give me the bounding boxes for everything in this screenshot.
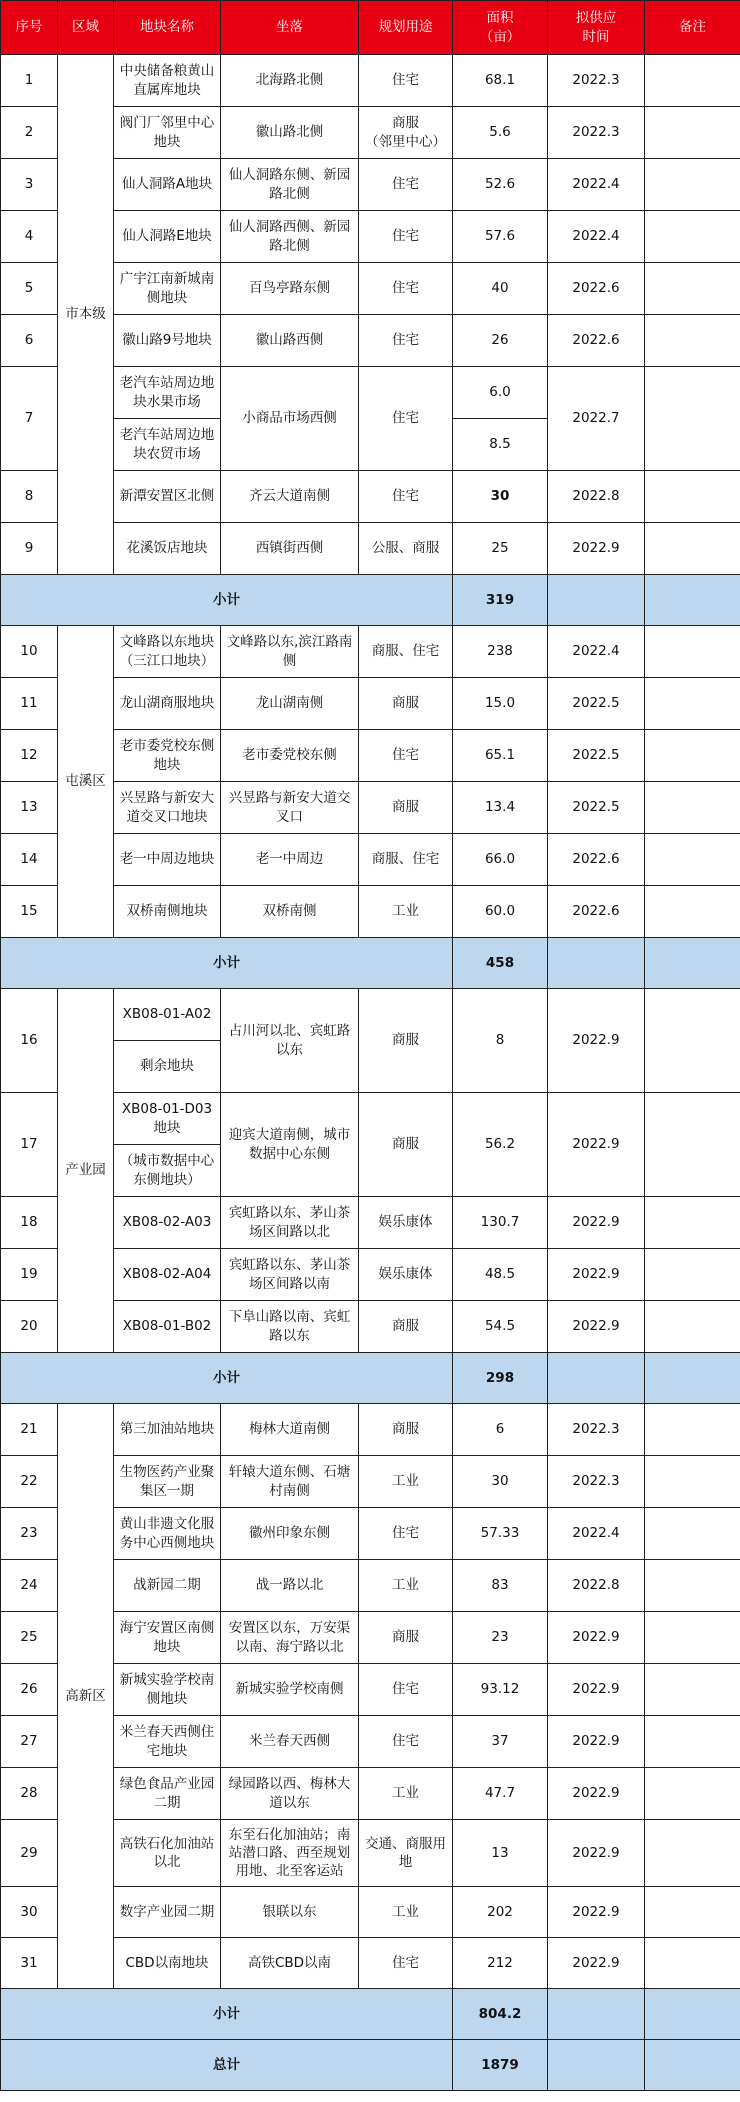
cell-area: 13.4 — [453, 782, 548, 834]
cell-use: 住宅 — [359, 55, 453, 107]
cell-location: 龙山湖南侧 — [221, 678, 359, 730]
cell-name: 文峰路以东地块（三江口地块） — [114, 626, 221, 678]
cell-location: 下阜山路以南、宾虹路以东 — [221, 1301, 359, 1353]
header-remark: 备注 — [645, 1, 740, 55]
cell-use: 住宅 — [359, 263, 453, 315]
cell-name: XB08-01-B02 — [114, 1301, 221, 1353]
cell-name: 老一中周边地块 — [114, 834, 221, 886]
cell-area: 26 — [453, 315, 548, 367]
cell-name: CBD以南地块 — [114, 1938, 221, 1989]
cell-use: 住宅 — [359, 367, 453, 471]
cell-name: 仙人洞路E地块 — [114, 211, 221, 263]
subtotal-empty — [548, 938, 645, 989]
cell-no: 15 — [1, 886, 58, 938]
cell-name: 新潭安置区北侧 — [114, 471, 221, 523]
cell-location: 米兰春天西侧 — [221, 1716, 359, 1768]
subtotal-empty — [548, 1353, 645, 1404]
cell-use: 商服 — [359, 1612, 453, 1664]
cell-no: 18 — [1, 1197, 58, 1249]
cell-remark — [645, 1456, 740, 1508]
cell-use: 娱乐康体 — [359, 1249, 453, 1301]
cell-remark — [645, 107, 740, 159]
subtotal-empty — [645, 1989, 740, 2040]
cell-remark — [645, 1938, 740, 1989]
cell-remark — [645, 1508, 740, 1560]
cell-time: 2022.9 — [548, 1249, 645, 1301]
cell-time: 2022.5 — [548, 730, 645, 782]
cell-no: 2 — [1, 107, 58, 159]
cell-time: 2022.8 — [548, 471, 645, 523]
cell-remark — [645, 678, 740, 730]
cell-time: 2022.9 — [548, 523, 645, 575]
cell-remark — [645, 782, 740, 834]
cell-area: 130.7 — [453, 1197, 548, 1249]
cell-name: 米兰春天西侧住宅地块 — [114, 1716, 221, 1768]
cell-location: 老市委党校东侧 — [221, 730, 359, 782]
cell-use: 商服 — [359, 1093, 453, 1197]
cell-no: 27 — [1, 1716, 58, 1768]
cell-use: 公服、商服 — [359, 523, 453, 575]
cell-time: 2022.3 — [548, 107, 645, 159]
cell-remark — [645, 886, 740, 938]
region-cell: 屯溪区 — [58, 626, 114, 938]
cell-remark — [645, 1197, 740, 1249]
cell-name: 兴昱路与新安大道交叉口地块 — [114, 782, 221, 834]
header-no: 序号 — [1, 1, 58, 55]
cell-name: 战新园二期 — [114, 1560, 221, 1612]
cell-no: 1 — [1, 55, 58, 107]
cell-name: XB08-02-A04 — [114, 1249, 221, 1301]
cell-no: 22 — [1, 1456, 58, 1508]
cell-location: 老一中周边 — [221, 834, 359, 886]
cell-area: 23 — [453, 1612, 548, 1664]
cell-no: 26 — [1, 1664, 58, 1716]
cell-use: 住宅 — [359, 471, 453, 523]
cell-use: 商服 — [359, 1301, 453, 1353]
cell-name: XB08-02-A03 — [114, 1197, 221, 1249]
cell-location: 百鸟亭路东侧 — [221, 263, 359, 315]
cell-time: 2022.4 — [548, 211, 645, 263]
cell-no: 24 — [1, 1560, 58, 1612]
cell-location: 高铁CBD以南 — [221, 1938, 359, 1989]
subtotal-row — [1, 575, 740, 626]
cell-remark — [645, 1716, 740, 1768]
cell-location: 仙人洞路西侧、新园路北侧 — [221, 211, 359, 263]
cell-time: 2022.6 — [548, 315, 645, 367]
subtotal-row — [1, 1353, 740, 1404]
cell-name: 徽山路9号地块 — [114, 315, 221, 367]
subtotal-empty — [548, 575, 645, 626]
cell-area: 48.5 — [453, 1249, 548, 1301]
cell-use: 工业 — [359, 1456, 453, 1508]
cell-use: 工业 — [359, 1887, 453, 1938]
cell-use: 商服 — [359, 989, 453, 1093]
cell-area: 30 — [453, 471, 548, 523]
cell-name: 阀门厂邻里中心地块 — [114, 107, 221, 159]
cell-location: 轩辕大道东侧、石塘村南侧 — [221, 1456, 359, 1508]
cell-time: 2022.9 — [548, 1820, 645, 1887]
cell-remark — [645, 315, 740, 367]
cell-name: 海宁安置区南侧地块 — [114, 1612, 221, 1664]
cell-area: 13 — [453, 1820, 548, 1887]
cell-name: 新城实验学校南侧地块 — [114, 1664, 221, 1716]
cell-no: 9 — [1, 523, 58, 575]
cell-area: 66.0 — [453, 834, 548, 886]
cell-no: 8 — [1, 471, 58, 523]
subtotal-empty — [548, 1989, 645, 2040]
cell-no: 31 — [1, 1938, 58, 1989]
table-row — [1, 626, 740, 678]
cell-use: 住宅 — [359, 315, 453, 367]
cell-use: 住宅 — [359, 1716, 453, 1768]
cell-no: 3 — [1, 159, 58, 211]
cell-name: 龙山湖商服地块 — [114, 678, 221, 730]
cell-location: 北海路北侧 — [221, 55, 359, 107]
cell-remark — [645, 471, 740, 523]
cell-location: 宾虹路以东、茅山茶场区间路以北 — [221, 1197, 359, 1249]
cell-time: 2022.9 — [548, 1197, 645, 1249]
cell-time: 2022.9 — [548, 1612, 645, 1664]
cell-name: XB08-01-A02 — [114, 989, 221, 1041]
cell-no: 19 — [1, 1249, 58, 1301]
cell-area: 60.0 — [453, 886, 548, 938]
cell-area: 15.0 — [453, 678, 548, 730]
cell-area: 56.2 — [453, 1093, 548, 1197]
cell-no: 14 — [1, 834, 58, 886]
cell-use: 商服 — [359, 782, 453, 834]
cell-location: 仙人洞路东侧、新园路北侧 — [221, 159, 359, 211]
cell-location: 文峰路以东,滨江路南侧 — [221, 626, 359, 678]
cell-location: 安置区以东，万安渠以南、海宁路以北 — [221, 1612, 359, 1664]
cell-use: 商服、住宅 — [359, 626, 453, 678]
cell-no: 16 — [1, 989, 58, 1093]
cell-time: 2022.3 — [548, 55, 645, 107]
cell-time: 2022.6 — [548, 834, 645, 886]
cell-no: 7 — [1, 367, 58, 471]
cell-name: XB08-01-D03地块 — [114, 1093, 221, 1145]
cell-area: 25 — [453, 523, 548, 575]
cell-location: 徽山路北侧 — [221, 107, 359, 159]
cell-time: 2022.3 — [548, 1456, 645, 1508]
cell-time: 2022.4 — [548, 1508, 645, 1560]
subtotal-value: 804.2 — [453, 1989, 548, 2040]
cell-location: 东至石化加油站；南站潜口路、西至规划用地、北至客运站 — [221, 1820, 359, 1887]
cell-remark — [645, 1768, 740, 1820]
total-empty — [645, 2040, 740, 2091]
cell-use: 住宅 — [359, 730, 453, 782]
cell-remark — [645, 1887, 740, 1938]
cell-time: 2022.9 — [548, 989, 645, 1093]
cell-location: 战一路以北 — [221, 1560, 359, 1612]
cell-area: 5.6 — [453, 107, 548, 159]
cell-time: 2022.9 — [548, 1093, 645, 1197]
cell-remark — [645, 159, 740, 211]
cell-use: 住宅 — [359, 211, 453, 263]
cell-remark — [645, 1664, 740, 1716]
header-region: 区域 — [58, 1, 114, 55]
cell-area: 212 — [453, 1938, 548, 1989]
subtotal-empty — [645, 1353, 740, 1404]
cell-remark — [645, 367, 740, 471]
cell-location: 银联以东 — [221, 1887, 359, 1938]
cell-remark — [645, 1612, 740, 1664]
cell-name: 双桥南侧地块 — [114, 886, 221, 938]
cell-area: 6.0 — [453, 367, 548, 419]
cell-no: 11 — [1, 678, 58, 730]
cell-location: 占川河以北、宾虹路以东 — [221, 989, 359, 1093]
cell-no: 17 — [1, 1093, 58, 1197]
cell-area: 238 — [453, 626, 548, 678]
cell-use: 住宅 — [359, 1664, 453, 1716]
total-row — [1, 2040, 740, 2091]
cell-name: 仙人洞路A地块 — [114, 159, 221, 211]
cell-area: 8.5 — [453, 419, 548, 471]
subtotal-label: 小计 — [1, 1353, 453, 1404]
cell-no: 30 — [1, 1887, 58, 1938]
subtotal-empty — [645, 575, 740, 626]
cell-area: 30 — [453, 1456, 548, 1508]
cell-use: 住宅 — [359, 159, 453, 211]
cell-use: 商服 （邻里中心） — [359, 107, 453, 159]
cell-use: 工业 — [359, 886, 453, 938]
cell-name: 花溪饭店地块 — [114, 523, 221, 575]
cell-name: 老汽车站周边地块水果市场 — [114, 367, 221, 419]
cell-use: 交通、商服用地 — [359, 1820, 453, 1887]
cell-remark — [645, 55, 740, 107]
cell-no: 13 — [1, 782, 58, 834]
cell-name: 第三加油站地块 — [114, 1404, 221, 1456]
cell-name: 老汽车站周边地块农贸市场 — [114, 419, 221, 471]
subtotal-value: 458 — [453, 938, 548, 989]
cell-name: 剩余地块 — [114, 1041, 221, 1093]
cell-no: 20 — [1, 1301, 58, 1353]
header-location: 坐落 — [221, 1, 359, 55]
cell-location: 宾虹路以东、茅山茶场区间路以南 — [221, 1249, 359, 1301]
region-cell: 市本级 — [58, 55, 114, 575]
cell-name: 广宇江南新城南侧地块 — [114, 263, 221, 315]
cell-time: 2022.5 — [548, 678, 645, 730]
total-empty — [548, 2040, 645, 2091]
cell-time: 2022.4 — [548, 626, 645, 678]
cell-time: 2022.9 — [548, 1716, 645, 1768]
cell-remark — [645, 989, 740, 1093]
subtotal-label: 小计 — [1, 1989, 453, 2040]
subtotal-empty — [645, 938, 740, 989]
cell-remark — [645, 1249, 740, 1301]
subtotal-row — [1, 1989, 740, 2040]
cell-area: 68.1 — [453, 55, 548, 107]
cell-name: 高铁石化加油站以北 — [114, 1820, 221, 1887]
cell-area: 52.6 — [453, 159, 548, 211]
cell-area: 6 — [453, 1404, 548, 1456]
cell-no: 5 — [1, 263, 58, 315]
cell-area: 37 — [453, 1716, 548, 1768]
cell-time: 2022.9 — [548, 1887, 645, 1938]
cell-location: 梅林大道南侧 — [221, 1404, 359, 1456]
cell-no: 10 — [1, 626, 58, 678]
cell-name: 老市委党校东侧地块 — [114, 730, 221, 782]
cell-remark — [645, 523, 740, 575]
cell-name: 绿色食品产业园二期 — [114, 1768, 221, 1820]
cell-time: 2022.9 — [548, 1938, 645, 1989]
cell-location: 迎宾大道南侧，城市数据中心东侧 — [221, 1093, 359, 1197]
cell-area: 65.1 — [453, 730, 548, 782]
cell-name: 生物医药产业聚集区一期 — [114, 1456, 221, 1508]
table-row — [1, 55, 740, 107]
cell-area: 8 — [453, 989, 548, 1093]
cell-remark — [645, 263, 740, 315]
cell-name: （城市数据中心东侧地块） — [114, 1145, 221, 1197]
cell-time: 2022.9 — [548, 1664, 645, 1716]
cell-area: 93.12 — [453, 1664, 548, 1716]
cell-location: 徽州印象东侧 — [221, 1508, 359, 1560]
cell-remark — [645, 1093, 740, 1197]
cell-location: 小商品市场西侧 — [221, 367, 359, 471]
cell-use: 住宅 — [359, 1508, 453, 1560]
cell-remark — [645, 1560, 740, 1612]
cell-location: 双桥南侧 — [221, 886, 359, 938]
table-row — [1, 1404, 740, 1456]
cell-name: 数字产业园二期 — [114, 1887, 221, 1938]
cell-time: 2022.7 — [548, 367, 645, 471]
cell-no: 28 — [1, 1768, 58, 1820]
cell-location: 兴昱路与新安大道交叉口 — [221, 782, 359, 834]
subtotal-row — [1, 938, 740, 989]
cell-no: 21 — [1, 1404, 58, 1456]
cell-location: 新城实验学校南侧 — [221, 1664, 359, 1716]
cell-time: 2022.3 — [548, 1404, 645, 1456]
cell-no: 12 — [1, 730, 58, 782]
cell-use: 商服 — [359, 1404, 453, 1456]
cell-remark — [645, 1820, 740, 1887]
region-cell: 产业园 — [58, 989, 114, 1353]
subtotal-value: 319 — [453, 575, 548, 626]
region-cell: 高新区 — [58, 1404, 114, 1989]
cell-location: 绿园路以西、梅林大道以东 — [221, 1768, 359, 1820]
table-row — [1, 989, 740, 1041]
cell-name: 中央储备粮黄山直属库地块 — [114, 55, 221, 107]
cell-no: 4 — [1, 211, 58, 263]
total-value: 1879 — [453, 2040, 548, 2091]
cell-location: 徽山路西侧 — [221, 315, 359, 367]
cell-remark — [645, 730, 740, 782]
cell-time: 2022.9 — [548, 1768, 645, 1820]
cell-time: 2022.6 — [548, 886, 645, 938]
header-time: 拟供应 时间 — [548, 1, 645, 55]
cell-time: 2022.5 — [548, 782, 645, 834]
header-area: 面积 （亩） — [453, 1, 548, 55]
cell-area: 202 — [453, 1887, 548, 1938]
cell-remark — [645, 626, 740, 678]
subtotal-label: 小计 — [1, 938, 453, 989]
cell-use: 商服、住宅 — [359, 834, 453, 886]
cell-use: 商服 — [359, 678, 453, 730]
header-row — [1, 1, 740, 55]
cell-area: 47.7 — [453, 1768, 548, 1820]
cell-remark — [645, 1301, 740, 1353]
header-name: 地块名称 — [114, 1, 221, 55]
total-label: 总计 — [1, 2040, 453, 2091]
cell-use: 工业 — [359, 1560, 453, 1612]
cell-time: 2022.8 — [548, 1560, 645, 1612]
cell-location: 西镇街西侧 — [221, 523, 359, 575]
subtotal-value: 298 — [453, 1353, 548, 1404]
cell-remark — [645, 1404, 740, 1456]
cell-use: 工业 — [359, 1768, 453, 1820]
cell-remark — [645, 834, 740, 886]
cell-no: 25 — [1, 1612, 58, 1664]
cell-area: 57.6 — [453, 211, 548, 263]
cell-time: 2022.4 — [548, 159, 645, 211]
cell-no: 29 — [1, 1820, 58, 1887]
cell-location: 齐云大道南侧 — [221, 471, 359, 523]
cell-time: 2022.6 — [548, 263, 645, 315]
cell-time: 2022.9 — [548, 1301, 645, 1353]
subtotal-label: 小计 — [1, 575, 453, 626]
header-use: 规划用途 — [359, 1, 453, 55]
cell-area: 57.33 — [453, 1508, 548, 1560]
cell-use: 娱乐康体 — [359, 1197, 453, 1249]
cell-area: 54.5 — [453, 1301, 548, 1353]
cell-no: 6 — [1, 315, 58, 367]
cell-use: 住宅 — [359, 1938, 453, 1989]
cell-remark — [645, 211, 740, 263]
cell-name: 黄山非遗文化服务中心西侧地块 — [114, 1508, 221, 1560]
cell-area: 40 — [453, 263, 548, 315]
cell-no: 23 — [1, 1508, 58, 1560]
cell-area: 83 — [453, 1560, 548, 1612]
